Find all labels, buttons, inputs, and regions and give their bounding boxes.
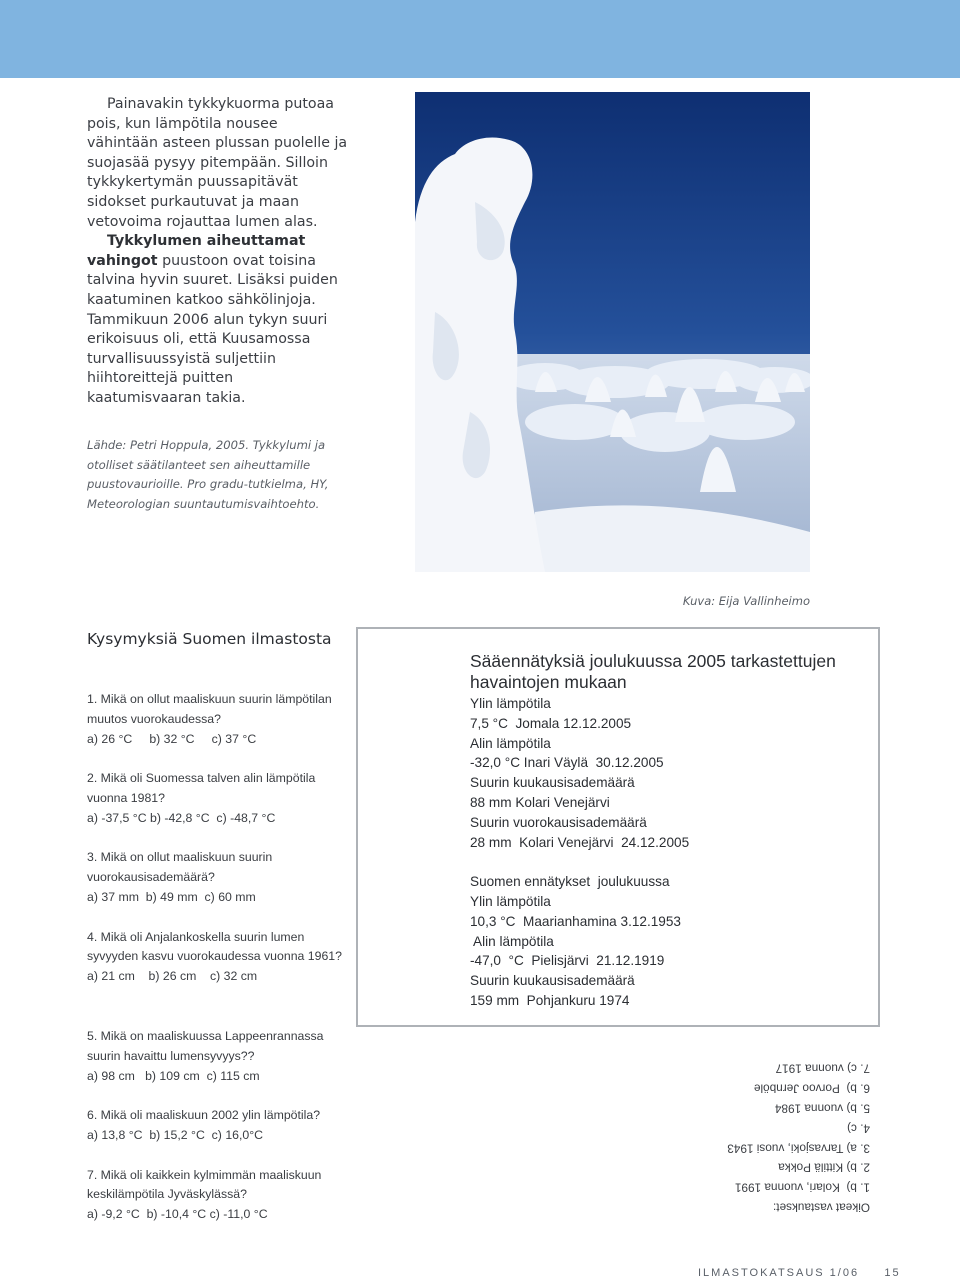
quiz-item <box>87 690 349 749</box>
page-footer: ILMASTOKATSAUS 1/06 15 <box>698 1267 901 1279</box>
photo-credit: Kuva: Eija Vallinheimo <box>682 594 810 608</box>
records-line: Alin lämpötila <box>470 933 554 949</box>
quiz-item <box>87 1166 349 1225</box>
records-line: Suurin kuukausisademäärä <box>470 973 635 989</box>
quiz-options: a) 21 cm b) 26 cm c) 32 cm <box>87 969 258 984</box>
answer-item: 7. c) vuonna 1917 <box>775 1061 870 1076</box>
records-line: 28 mm Kolari Venejärvi 24.12.2005 <box>470 834 690 850</box>
article-text <box>87 95 349 409</box>
answer-item: 6. b) Porvoo Jernböle <box>753 1081 870 1096</box>
records-line: Alin lämpötila <box>470 735 551 751</box>
records-line: 88 mm Kolari Venejärvi <box>470 794 610 810</box>
records-box <box>356 627 880 1027</box>
records-line: Suurin kuukausisademäärä <box>470 775 635 791</box>
records-title: Sääennätyksiä joulukuussa 2005 tarkastettujen havaintojen mukaan <box>470 651 836 692</box>
quiz-options: a) -37,5 °C b) -42,8 °C c) -48,7 °C <box>87 810 276 825</box>
records-line: Ylin lämpötila <box>470 696 551 711</box>
answer-item: 4. c) <box>847 1121 870 1136</box>
quiz-question: 4. Mikä oli Anjalankoskella suurin lumen syvyyden kasvu vuorokaudessa vuonna 1961? <box>87 929 342 964</box>
quiz-item <box>87 1027 349 1086</box>
quiz-question: 2. Mikä oli Suomessa talven alin lämpötila vuonna 1981? <box>87 771 316 805</box>
quiz-options: a) 13,8 °C b) 15,2 °C c) 16,0°C <box>87 1127 264 1142</box>
quiz-item <box>87 1106 349 1146</box>
quiz-item <box>87 848 349 907</box>
snow-tree-photo <box>415 92 810 572</box>
quiz-options: a) 98 cm b) 109 cm c) 115 cm <box>87 1068 260 1083</box>
answer-item: 3. a) Tarvasjoki, vuosi 1943 <box>727 1140 870 1155</box>
records-line: Suomen ennätykset joulukuussa <box>470 874 670 890</box>
quiz-list <box>87 690 349 1007</box>
article-paragraph-1: Painavakin tykkykuorma putoaa pois, kun lämpötila nousee vähintään asteen plussan puolelle ja suojasää pysyy pitempään. Silloin tykkykertymän puussapitävät sidokset purkautuvat ja maan vetovoima rojauttaa lumen alas. <box>87 96 348 230</box>
answer-item: 1. b) Kolari, vuonna 1991 <box>734 1180 870 1195</box>
quiz-title: Kysymyksiä Suomen ilmastosta <box>87 630 332 648</box>
records-line: Suurin vuorokausisademäärä <box>470 814 647 830</box>
article-paragraph-2 <box>87 232 349 408</box>
quiz-question: 6. Mikä oli maaliskuun 2002 ylin lämpötila? <box>87 1108 321 1123</box>
quiz-question: 1. Mikä on ollut maaliskuun suurin lämpötilan muutos vuorokaudessa? <box>87 692 332 726</box>
quiz-options: a) 37 mm b) 49 mm c) 60 mm <box>87 889 256 904</box>
records-line: 159 mm Pohjankuru 1974 <box>470 992 630 1008</box>
quiz-options: a) 26 °C b) 32 °C c) 37 °C <box>87 731 257 746</box>
answer-item: 2. b) Kittilä Pokka <box>778 1160 870 1175</box>
quiz-item <box>87 928 349 987</box>
article-source: Lähde: Petri Hoppula, 2005. Tykkylumi ja otolliset säätilanteet sen aiheuttamille puustovaurioille. Pro gradu-tutkielma, HY, Meteorologian suuntautumisvaihtoehto. <box>87 438 329 511</box>
records-line: Ylin lämpötila <box>470 893 551 909</box>
answers-title: Oikeat vastaukset: <box>772 1200 870 1215</box>
records-line: -47,0 °C Pielisjärvi 21.12.1919 <box>470 953 665 969</box>
top-color-band <box>0 0 960 78</box>
records-line: 7,5 °C Jomala 12.12.2005 <box>470 715 632 731</box>
answer-item: 5. b) vuonna 1984 <box>774 1101 870 1116</box>
quiz-question: 3. Mikä on ollut maaliskuun suurin vuorokausisademäärä? <box>87 850 273 885</box>
quiz-question: 7. Mikä oli kaikkein kylmimmän maaliskuun keskilämpötila Jyväskylässä? <box>87 1167 322 1202</box>
article-paragraph-2-rest: puustoon ovat toisina talvina hyvin suuret. Lisäksi puiden kaatuminen katkoo sähkölinjoja. Tammikuun 2006 alun tykyn suuri erikoisuus oli, että Kuusamossa turvallisuussyistä suljettiin hiihtoreittejä puitten kaatumisvaaran takia. <box>87 252 338 406</box>
quiz-list-continued <box>87 1027 349 1245</box>
records-line: 10,3 °C Maarianhamina 3.12.1953 <box>470 913 681 929</box>
records-line: -32,0 °C Inari Väylä 30.12.2005 <box>470 755 664 771</box>
quiz-options: a) -9,2 °C b) -10,4 °C c) -11,0 °C <box>87 1207 268 1222</box>
quiz-item <box>87 769 349 828</box>
quiz-question: 5. Mikä on maaliskuussa Lappeenrannassa suurin havaittu lumensyvyys?? <box>87 1029 324 1063</box>
article-emphasis: Tykkylumen aiheuttamat vahingot <box>87 233 306 269</box>
answers-upside-down <box>727 1058 870 1216</box>
